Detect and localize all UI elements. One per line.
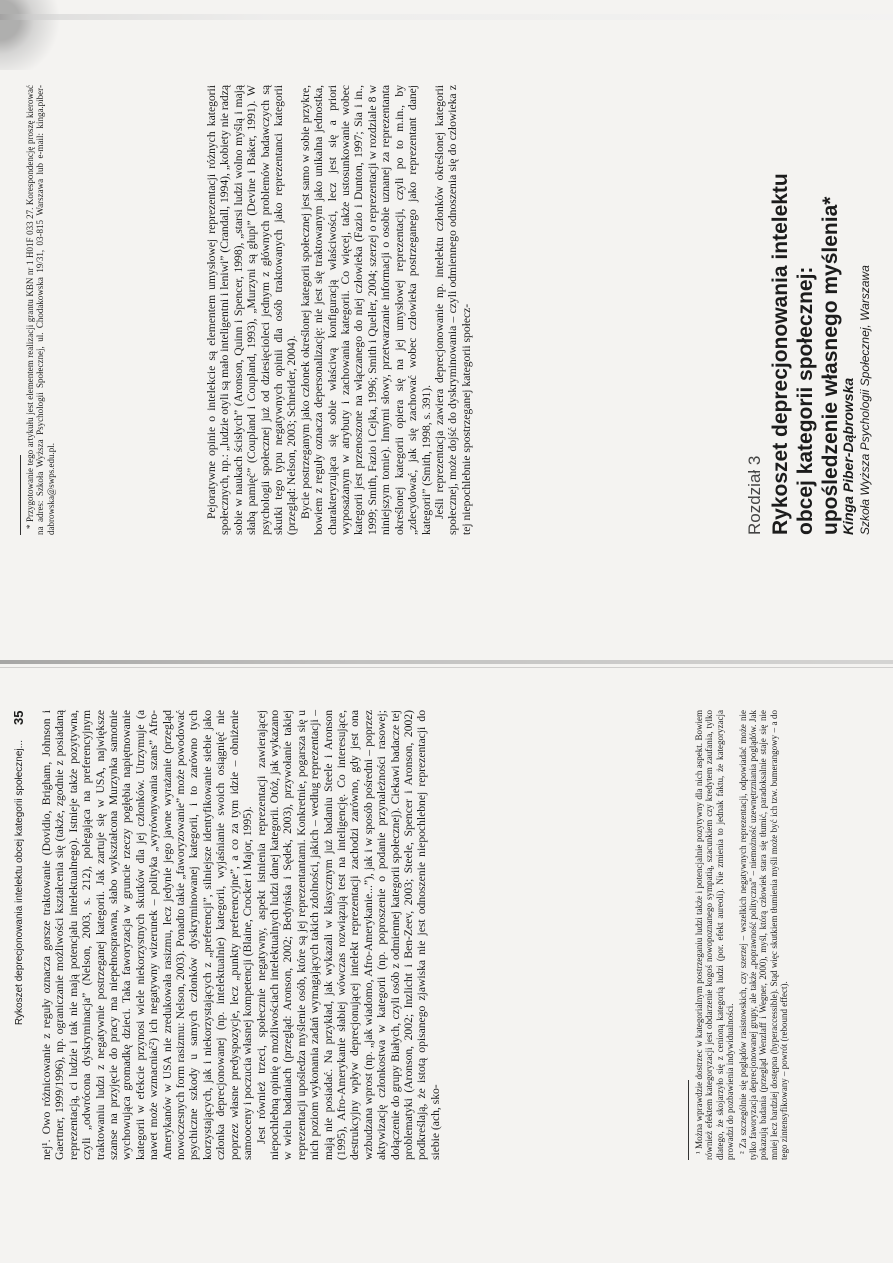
paragraph: Bycie postrzeganym jako członek określonej kategorii społecznej jest samo w sobie przykre, bowiem z reguły oznacza depersonalizację: nie jest się traktowanym jako unikalna jednostka, charakteryzująca się sobie właściwą konfiguracją właściwości, lecz jest się a priori wyposażanym w atrybuty i zachowania kategorii. Co więcej, także ustosunkowanie wobec kategorii jest przenoszone na włączanego do niej człowieka (Fazio i Dunton, 1997; Sia i in., 1999; Smith, Fazio i Cejka, 1996; Smith i Queller, 2004; szerzej o reprezentacji w rozdziale 8 w niniejszym tomie). Innymi słowy, przetwarzanie informacji o osobie uznanej za reprezentanta określonej kategorii opiera się na jej umysłowej reprezentacji, czyli po to m.in., by „zdecydować, jak się zachować wobec człowieka postrzeganego jako reprezentant danej kategorii” (Smith, 1998, s. 391). — [298, 85, 433, 535]
chapter-title-line: obcej kategorii społecznej: — [794, 266, 817, 535]
chapter-title-line: upośledzenie własnego myślenia* — [819, 196, 842, 535]
footnotes — [694, 710, 792, 1160]
page-number: 35 — [11, 710, 26, 725]
footnotes — [25, 85, 58, 535]
paragraph: nej¹. Owo różnicowanie z reguły oznacza gorsze traktowanie (Dovidio, Brigham, Johnson i Gaertner, 1999/1996), np. ograniczanie możliwości kształcenia się (także, zgodnie z posiadaną reprezentacją, ci ludzie i tak nie mają potencjału intelektualnego). Istnieje także pozytywna, czyli „odwrócona dyskryminacja” (Nelson, 2003, s. 212), polegająca na preferencyjnym traktowaniu ludzi z negatywnie postrzeganej kategorii. Jak zartuje się w USA, największe szanse na przyjęcie do pracy ma niepełnosprawna, słabo wykształcona Murzynka samotnie wychowująca gromadkę dzieci. Taka faworyzacja w gruncie rzeczy pogłębia napiętnowanie kategorii w efekcie przynosi wiele niekorzystnych skutków dla jej członków. Utrzymuje (a nawet może wzmacniać²) ich negatywny wizerunek – polityka „wyrównywania szans” Afro-Amerykanów w USA nie zredukowała rasizmu, lecz jedynie jego jawne wyrażanie (przegląd nowoczesnych form rasizmu: Nelson, 2003). Ponadto takie „faworyzowanie” może powodować psychiczne szkody u samych członków dyskryminowanej kategorii, i to zarówno tych korzystających, jak i niekorzystających z „preferencji”, silniejsze identyfikowanie siebie jako członka deprecjonowanej (np. intelektualnie) kategorii, wyjaśnianie swoich osiągnięć nie poprzez własne predyspozycje, lecz „punkty preferencyjne”, a co za tym idzie – obniżenie samooceny i poczucia własnej kompetencji (Blaine, Crocker i Major, 1995). — [40, 710, 255, 1160]
footnote-divider — [688, 1080, 689, 1160]
footnote: * Przygotowanie tego artykułu jest elementem realizacji grantu KBN nr 1 H01F 033 27. Korespondencję proszę kierować na adres: Szkoła Wyższa Psychologii Społecznej, ul. Chodakowska 19/31, 03-815 Warszawa lub e-mail: kinga.piber-dabrowska@swps.edu.pl. — [25, 85, 56, 535]
paragraph: Jeśli reprezentacja zawiera deprecjonowanie np. intelektu członków określonej kategorii społecznej, może dojść do dyskryminowania – czyli odmiennego odnoszenia się do człowieka z tej niepochlebnie spostrzeganej kategorii społecz- — [432, 85, 473, 535]
running-head: Rykoszet deprecjonowania intelektu obcej kategorii społecznej... — [14, 740, 25, 1026]
footnote: ¹ Można wprawdzie dostrzec w kategorialnym postrzeganiu ludzi także i potencjalnie pozytywny dla nich aspekt. Bowiem również efektem kategoryzacji jest obdarzenie kogoś nowopoznanego sympatią, szacunkiem czy kredytem zaufania, tylko dlatego, że skojarzyło się z cenioną kategorią ludzi (por. efekt aureoli). Nie zmienia to jednak faktu, że kategoryzacja prowadzi do pozbawienia indywidualności. — [694, 710, 736, 1160]
page-chapter-opening — [0, 0, 893, 630]
footnote-divider — [20, 455, 21, 535]
chapter-title — [768, 15, 843, 535]
chapter-title-line: Rykoszet deprecjonowania intelektu — [769, 173, 792, 535]
author-name: Kinga Piber-Dąbrowska — [840, 377, 856, 535]
paragraph: Jest również trzeci, społecznie negatywny, aspekt istnienia reprezentacji zawierającej niepochlebną opinię o możliwościach intelektualnych ludzi danej kategorii. Otóż, jak wykazano w wielu badaniach (przegląd: Aronson, 2002; Bedyńska i Sędek, 2003), przywołanie takiej reprezentacji upośledza myślenie osób, które są jej reprezentantami. Konkretnie, pogarsza się u nich poziom wykonania zadań wymagających takich zdolności, jakich – według reprezentacji – mają nie posiadać. Na przykład, jak wykazali w klasycznym już badaniu Steele i Aronson (1995), Afro-Amerykanie słabiej wówczas rozwiązują test na inteligencję. Co interesujące, destrukcyjny wpływ deprecjonującej intelekt reprezentacji zachodzi zarówno, gdy jest ona wzbudzana wprost (np. „jak wiadomo, Afro-Amerykanie...”), jak i w sposób pośredni – poprzez aktywizację członkostwa w kategorii (np. poproszenie o podanie przynależności rasowej; dołączenie do grupy Białych, czyli osób z odmiennej kategorii społecznej). Ciekawi badacze tej problematyki (Aronson, 2002; Inzlicht i Ben-Zeev, 2003; Steele, Spencer i Aronson, 2002) podkreślają, że istotą opisanego zjawiska nie jest odnoszenie niepochlebnej reprezentacji do siebie (ach, sko- — [254, 710, 442, 1160]
chapter-label: Rozdział 3 — [745, 455, 764, 535]
body-text — [40, 710, 442, 1160]
footnote: ² Za szczególnie się poglądów rasistowskich, czy szerzej – wszelkich negatywnych reprezentacji, odpowiadać może nie tylko faworyzacja deprecjonowanej grupy, ale także „poprawność polityczna” – niemożność uzewnętrzniania poglądów. Jak pokazują badania (przegląd Wenzlaff i Wegner, 2000), myśl, którą człowiek stara się tłumić, paradoksalnie staje się nie mniej lecz bardziej dostępna (hyperaccessible). Stąd więc skutkiem tłumienia myśli może być ich tzw. bumerangowy – a do tego zintensyfikowany – powrót (rebound effect). — [737, 710, 790, 1160]
paragraph: Pejoratywne opinie o intelekcie są elementem umysłowej reprezentacji różnych kategorii społecznych, np.: „ludzie otyli są mało inteligentni i leniwi” (Crandall, 1994), „kobiety nie radzą sobie w naukach ścisłych” (Aronson, Quinn i Spencer, 1998), „starsi ludzi wolno myślą i mają słabą pamięć” (Coupland i Coupland, 1993), „Murzyni są głupi” (Devine i Baker, 1991). W psychologii społecznej już od dziesięcioleci jednym z głównych problemów badawczych są skutki tego typu negatywnych opinii dla osób traktowanych jako reprezentanci kategorii (przegląd: Nelson, 2003; Schneider, 2004). — [205, 85, 299, 535]
author-affiliation: Szkoła Wyższa Psychologii Społecznej, Warszawa — [858, 265, 872, 535]
page-35 — [0, 625, 893, 1255]
body-text — [205, 85, 473, 535]
